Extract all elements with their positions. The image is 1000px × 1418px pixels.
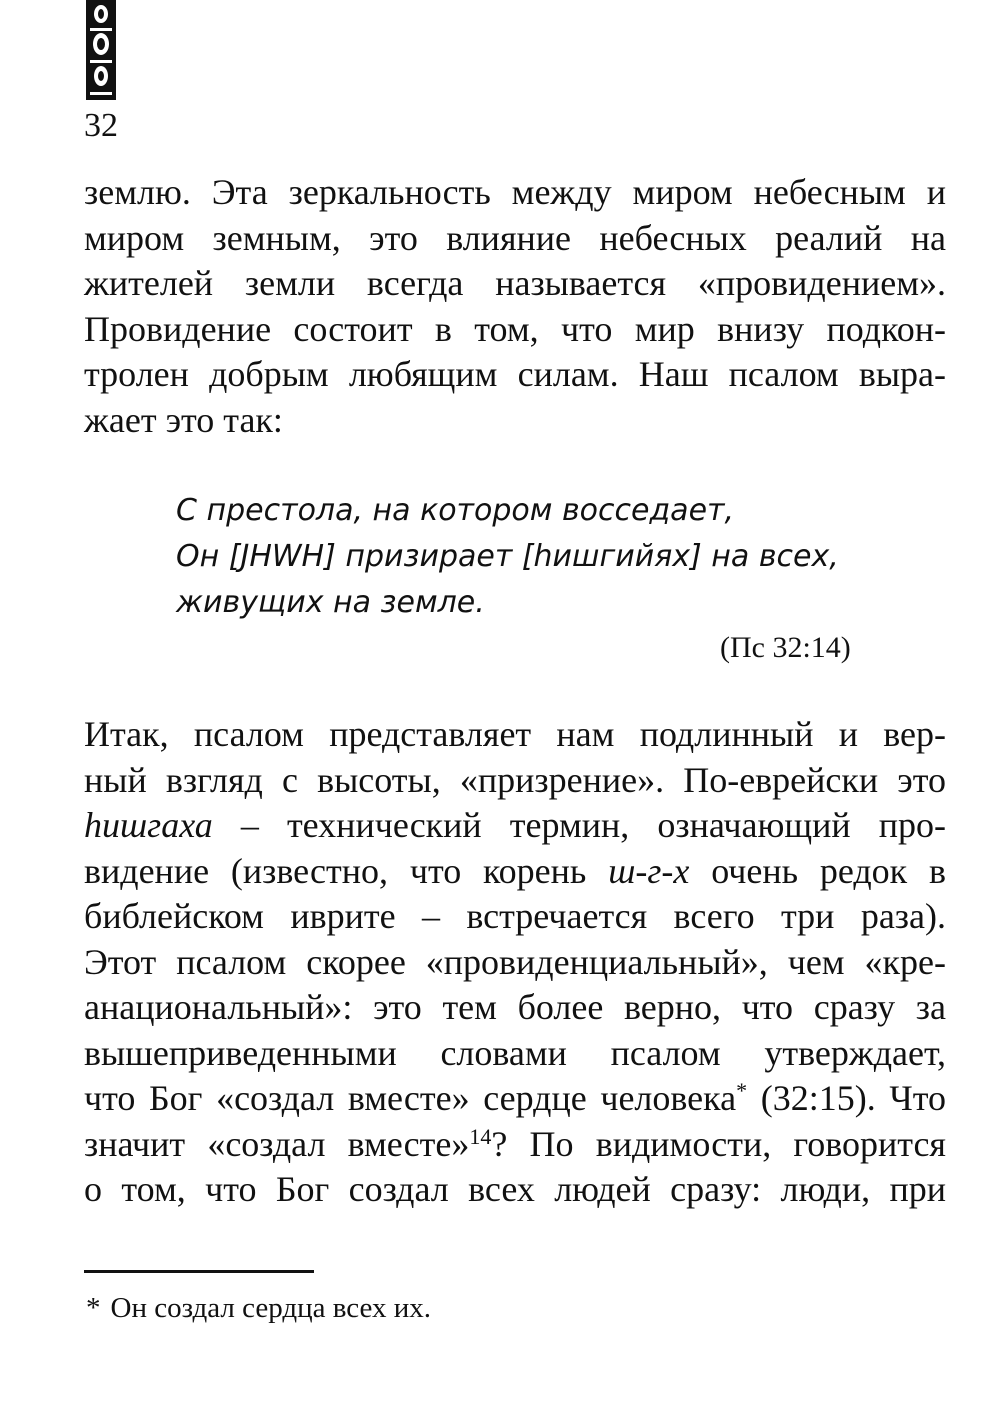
ornament-icon xyxy=(86,0,116,100)
text-fragment: – технический термин, означающий про- xyxy=(212,805,946,845)
scripture-quote xyxy=(176,488,839,626)
paragraph-1 xyxy=(84,170,946,443)
text-line xyxy=(84,849,946,895)
footnote-divider xyxy=(84,1270,314,1273)
text-line: землю. Эта зеркальность между миром небесным и xyxy=(84,172,946,212)
text-line xyxy=(84,1076,946,1122)
text-line: о том, что Бог создал всех людей сразу: люди, при xyxy=(84,1169,946,1209)
paragraph-2 xyxy=(84,712,946,1213)
text-line: миром земным, это влияние небесных реалий на xyxy=(84,217,946,258)
endnote-reference: 14 xyxy=(469,1123,492,1149)
text-line: ный взгляд с высоты, «призрение». По-еврейски это xyxy=(84,759,946,800)
text-line: анациональный»: это тем более верно, что сразу за xyxy=(84,987,946,1027)
footnote-mark: * xyxy=(736,1078,748,1103)
hebrew-root: ш-г-х xyxy=(608,850,690,891)
quote-line: живущих на земле. xyxy=(176,585,485,620)
text-line: жителей земли всегда называется «провидением». xyxy=(84,263,946,303)
hebrew-term: hишгаха xyxy=(84,805,213,845)
text-line: Провидение состоит в том, что мир внизу подкон- xyxy=(84,308,946,349)
text-fragment: видение (известно, что корень xyxy=(84,850,609,891)
footnote-mark: * xyxy=(86,1292,101,1324)
text-fragment: очень редок в xyxy=(689,850,946,891)
text-line: Этот псалом скорее «провиденциальный», чем «кре- xyxy=(84,941,946,982)
footnote xyxy=(86,1288,431,1328)
text-fragment: ? По видимости, говорится xyxy=(491,1123,946,1164)
text-fragment: (32:15). Что xyxy=(747,1078,946,1118)
text-line xyxy=(84,803,946,849)
text-line: жает это так: xyxy=(84,399,283,440)
text-line: библейском иврите – встречается всего три раза). xyxy=(84,896,946,936)
quote-line: Он [JHWH] призирает [hишгийях] на всех, xyxy=(176,539,839,574)
text-line: тролен добрым любящим силам. Наш псалом выра- xyxy=(84,354,946,394)
quote-line: С престола, на котором восседает, xyxy=(176,493,735,528)
text-line: вышеприведенными словами псалом утверждает, xyxy=(84,1032,946,1073)
text-line: Итак, псалом представляет нам подлинный и вер- xyxy=(84,714,946,754)
text-line xyxy=(84,1122,946,1168)
footnote-text: Он создал сердца всех их. xyxy=(110,1292,431,1324)
text-fragment: значит «создал вместе» xyxy=(84,1123,470,1164)
quote-citation: (Пс 32:14) xyxy=(720,631,851,664)
page-number: 32 xyxy=(84,107,118,144)
text-fragment: что Бог «создал вместе» сердце человека xyxy=(84,1078,737,1118)
